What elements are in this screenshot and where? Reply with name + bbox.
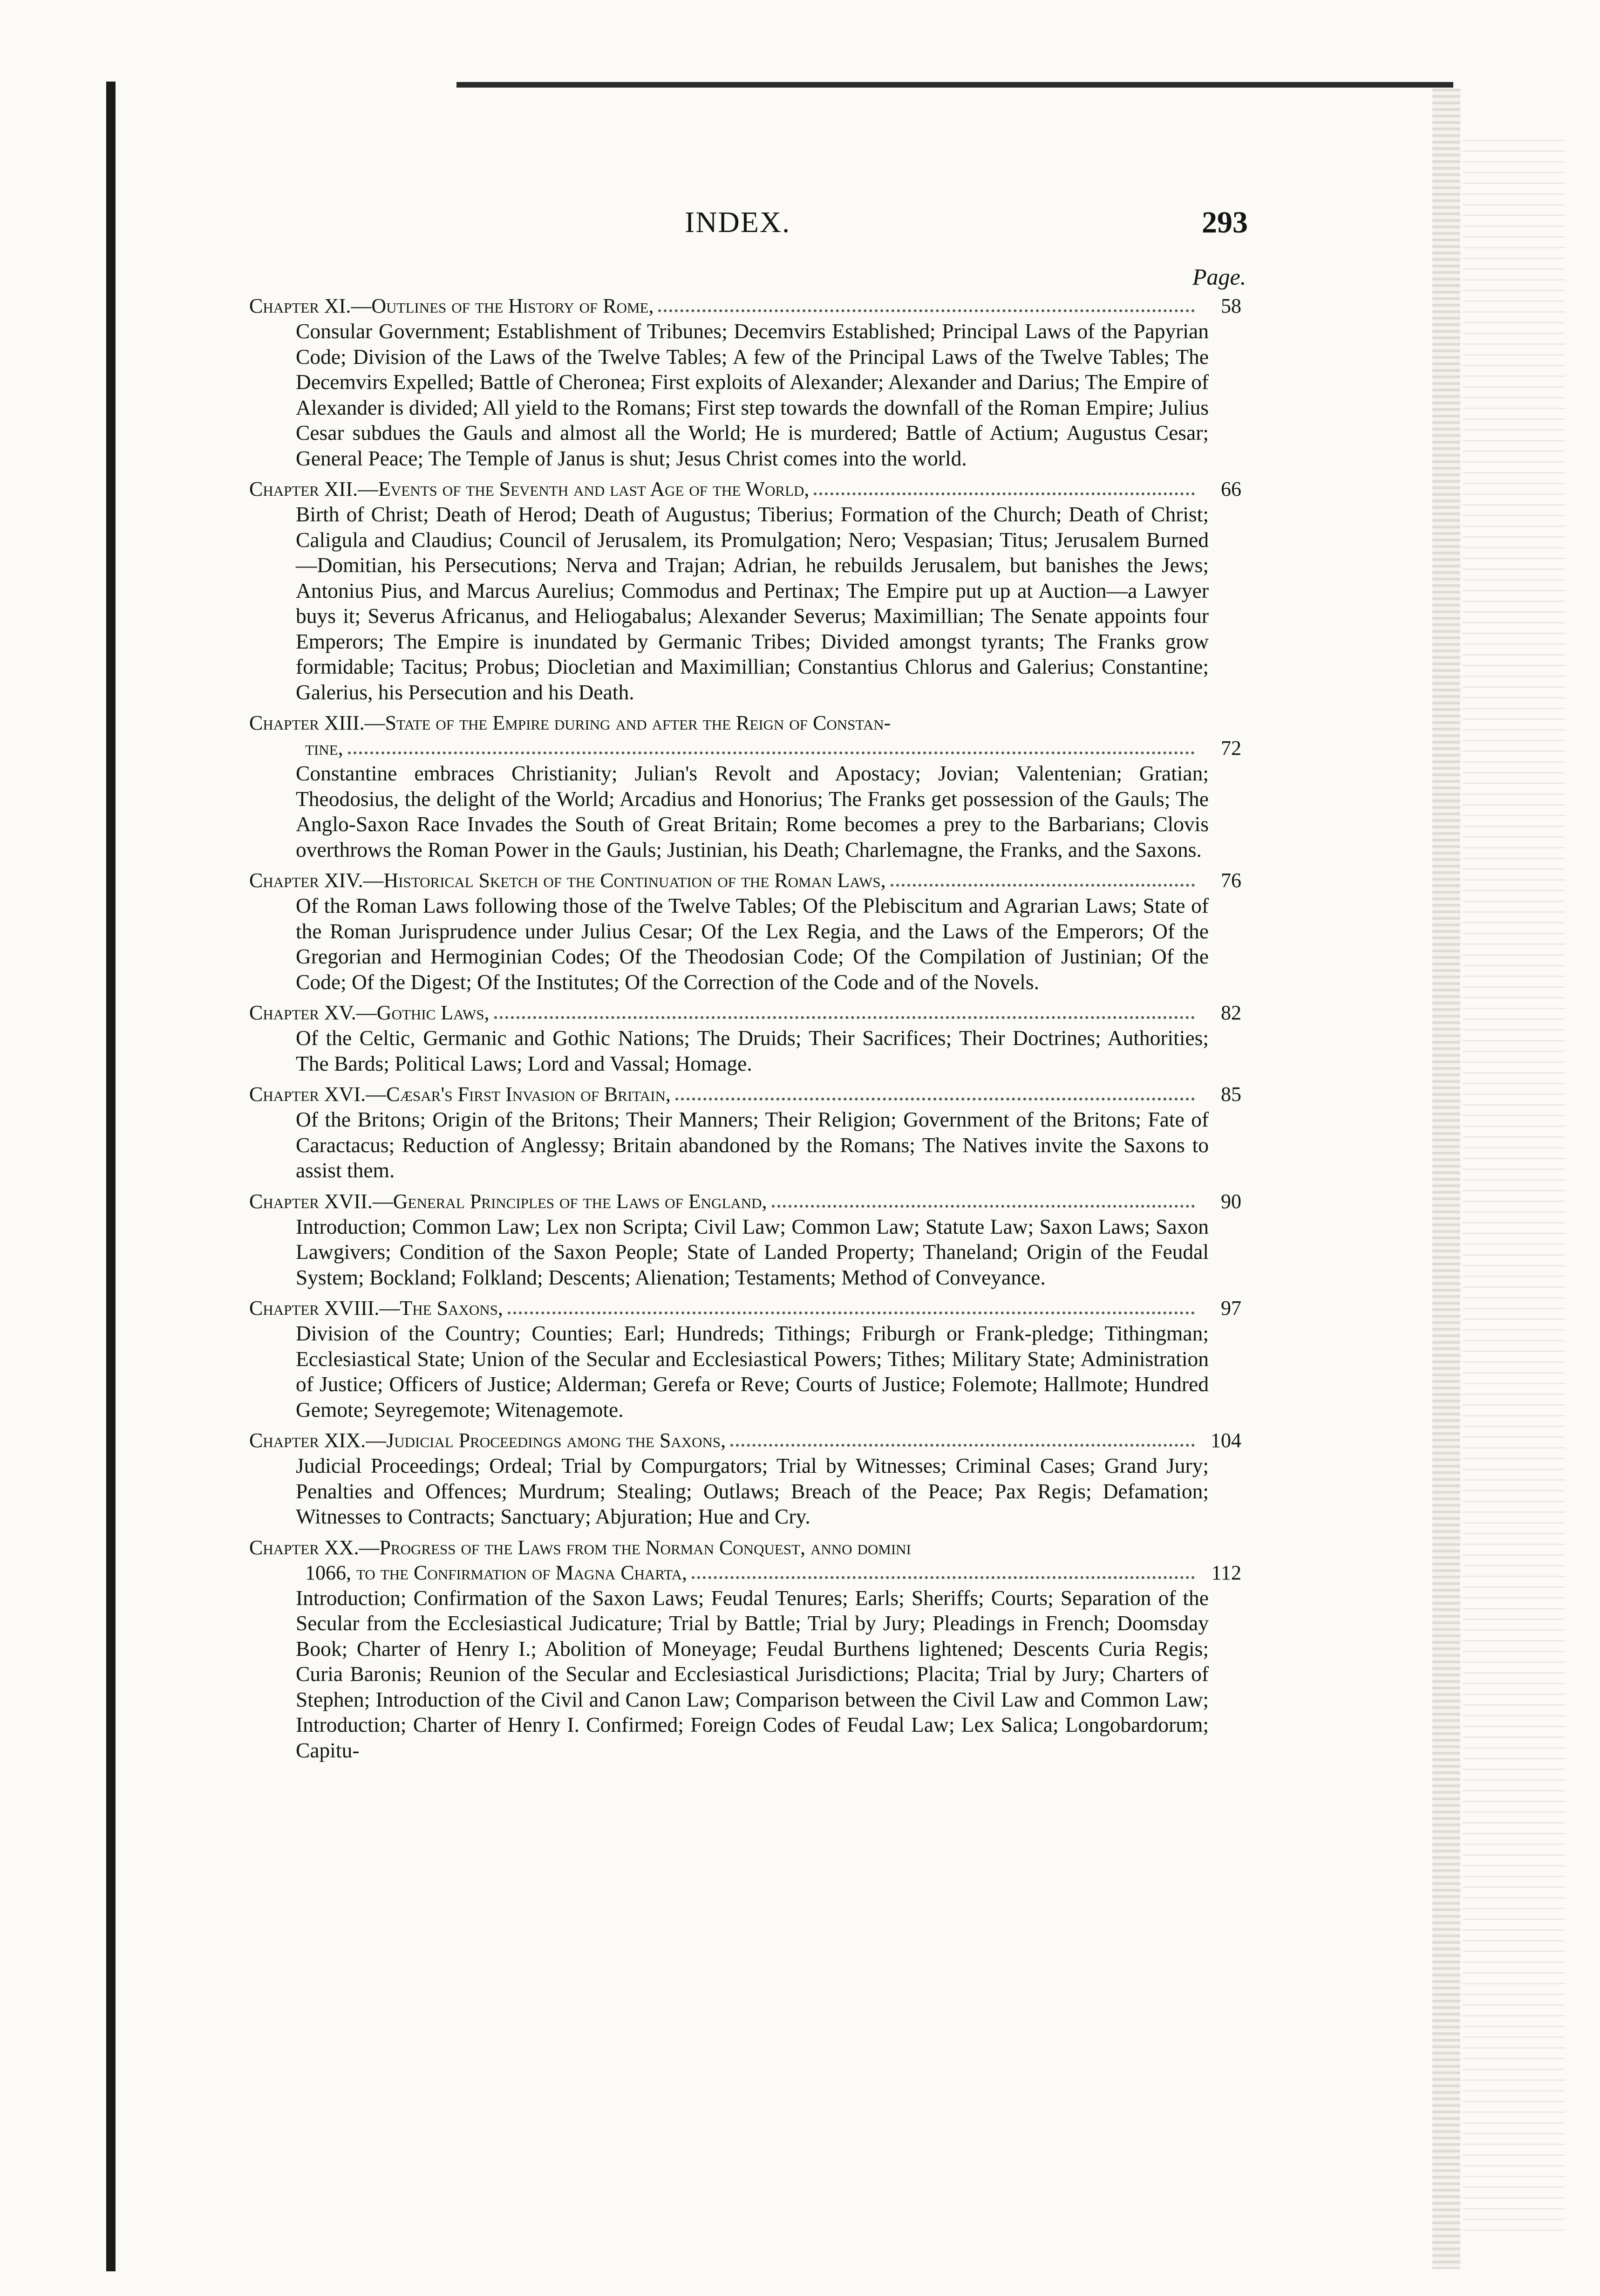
entry-heading: Chapter XIV.—Historical Sketch of the Continuation of the Roman Laws, — [249, 869, 886, 892]
page-number: 293 — [1202, 205, 1248, 239]
entry-heading-row — [249, 477, 1241, 502]
entry-heading-continuation: 1066, to the Confirmation of Magna Charta, — [305, 1561, 688, 1584]
index-entry — [249, 711, 1241, 862]
entry-heading: Chapter XVI.—Cæsar's First Invasion of Britain, — [249, 1083, 671, 1106]
entry-summary: Of the Celtic, Germanic and Gothic Nations; The Druids; Their Sacrifices; Their Doctrines; Authorities; The Bards; Political Laws; Lord and Vassal; Homage. — [296, 1026, 1209, 1075]
dot-leader — [348, 752, 1195, 754]
dot-leader — [508, 1312, 1195, 1314]
entry-page: 82 — [1221, 1001, 1241, 1024]
top-page-rule — [456, 82, 1453, 88]
entry-heading: Chapter XI.—Outlines of the History of Rome, — [249, 294, 654, 317]
index-entry — [249, 1189, 1241, 1291]
page-header — [0, 205, 1600, 247]
index-entry — [249, 1296, 1241, 1422]
entry-summary: Introduction; Common Law; Lex non Scripta; Civil Law; Common Law; Statute Law; Saxon Laws; Saxon Lawgivers; Condition of the Saxon People; State of Landed Property; Thaneland; Origin of the Feudal System; Bockland; Folkland; Descents; Alienation; Testaments; Method of Conveyance. — [296, 1214, 1209, 1289]
entry-summary: Division of the Country; Counties; Earl; Hundreds; Tithings; Friburgh or Frank-pledge; Tithingman; Ecclesiastical State; Union of the Secular and Ecclesiastical Powers; Tithes; Military State; Administration of Justice; Officers of Justice; Alderman; Gerefa or Reve; Courts of Justice; Folemote; Hallmote; Hundred Gemote; Seyregemote; Witenagemote. — [296, 1321, 1209, 1421]
entry-page: 104 — [1211, 1429, 1241, 1452]
dot-leader — [658, 309, 1195, 312]
entry-summary: Constantine embraces Christianity; Julian's Revolt and Apostacy; Jovian; Valentenian; Gratian; Theodosius, the delight of the World; Arcadius and Honorius; The Franks get possession of the Gauls; The Anglo-Saxon Race Invades the South of Great Britain; Rome becomes a prey to the Barbarians; Clovis overthrows the Roman Power in the Gauls; Justinian, his Death; Charlemagne, the Franks, and the Saxons. — [296, 761, 1209, 861]
index-entry — [249, 1082, 1241, 1183]
entry-summary: Judicial Proceedings; Ordeal; Trial by Compurgators; Trial by Witnesses; Criminal Cases; Grand Jury; Penalties and Offences; Murdrum; Stealing; Outlaws; Breach of the Peace; Pax Regis; Defamation; Witnesses to Contracts; Sanctuary; Abjuration; Hue and Cry. — [296, 1454, 1209, 1528]
index-entry — [249, 1428, 1241, 1530]
dot-leader — [814, 492, 1195, 495]
dot-leader — [675, 1098, 1195, 1100]
dot-leader — [772, 1205, 1195, 1208]
dot-leader — [692, 1576, 1195, 1579]
entry-summary: Birth of Christ; Death of Herod; Death of Augustus; Tiberius; Formation of the Church; Death of Christ; Caligula and Claudius; Council of Jerusalem, its Promulgation; Nero; Vespasian; Titus; Jerusalem Burned—Domitian, his Persecutions; Nerva and Trajan; Adrian, he rebuilds Jerusalem, but banishes the Jews; Antonius Pius, and Marcus Aurelius; Commodus and Pertinax; The Empire put up at Auction—a Lawyer buys it; Severus Africanus, and Heliogabalus; Alexander Severus; Maximillian; The Senate appoints four Emperors; The Empire is inundated by Germanic Tribes; Divided amongst tyrants; The Franks grow formidable; Tacitus; Probus; Diocletian and Maximillian; Constantius Chlorus and Galerius; Constantine; Galerius, his Persecution and his Death. — [296, 502, 1209, 704]
entry-heading-row — [249, 711, 1241, 736]
entry-page: 85 — [1221, 1083, 1241, 1106]
entry-heading-row — [249, 1428, 1241, 1453]
entry-page: 90 — [1221, 1189, 1241, 1213]
entry-page: 66 — [1221, 478, 1241, 500]
entry-heading-row — [249, 1296, 1241, 1321]
entry-heading-continuation: tine, — [305, 737, 343, 759]
binding-edge — [106, 82, 116, 2271]
entry-heading: Chapter XII.—Events of the Seventh and last Age of the World, — [249, 478, 810, 500]
entry-heading: Chapter XV.—Gothic Laws, — [249, 1001, 490, 1024]
index-entry — [249, 1000, 1241, 1076]
entry-heading: Chapter XVII.—General Principles of the Laws of England, — [249, 1189, 767, 1213]
entry-summary: Of the Roman Laws following those of the Twelve Tables; Of the Plebiscitum and Agrarian Laws; State of the Roman Jurisprudence under Julius Cesar; Of the Lex Regia, and the Laws of the Emperors; Of the Gregorian and Hermoginian Codes; Of the Theodosian Code; Of the Compilation of Justinian; Of the Code; Of the Digest; Of the Institutes; Of the Correction of the Code and of the Novels. — [296, 894, 1209, 994]
entry-heading: Chapter XIX.—Judicial Proceedings among the Saxons, — [249, 1429, 726, 1452]
index-list — [249, 294, 1241, 1769]
scan-noise — [1463, 140, 1565, 2236]
entry-heading-continuation-row — [249, 736, 1241, 761]
entry-page: 112 — [1211, 1561, 1241, 1584]
index-entry — [249, 1535, 1241, 1763]
entry-heading: Chapter XIII.—State of the Empire during and after the Reign of Constan- — [249, 711, 891, 734]
entry-heading-row — [249, 1000, 1241, 1025]
entry-page: 58 — [1221, 294, 1241, 317]
entry-heading-row — [249, 1535, 1241, 1560]
entry-page: 72 — [1221, 737, 1241, 759]
entry-summary: Consular Government; Establishment of Tribunes; Decemvirs Established; Principal Laws of the Papyrian Code; Division of the Laws of the Twelve Tables; A few of the Principal Laws of the Twelve Tables; The Decemvirs Expelled; Battle of Cheronea; First exploits of Alexander; Alexander and Darius; The Empire of Alexander is divided; All yield to the Romans; First step towards the downfall of the Roman Empire; Julius Cesar subdues the Gauls and almost all the World; He is murdered; Battle of Actium; Augustus Cesar; General Peace; The Temple of Janus is shut; Jesus Christ comes into the world. — [296, 319, 1209, 470]
running-title: INDEX. — [685, 205, 791, 239]
entry-heading-row — [249, 294, 1241, 319]
index-entry — [249, 477, 1241, 705]
entry-heading: Chapter XX.—Progress of the Laws from the Norman Conquest, anno domini — [249, 1536, 911, 1559]
entry-heading-continuation-row — [249, 1560, 1241, 1585]
entry-heading: Chapter XVIII.—The Saxons, — [249, 1297, 503, 1319]
entry-summary: Introduction; Confirmation of the Saxon Laws; Feudal Tenures; Earls; Sheriffs; Courts; Separation of the Secular from the Ecclesiastical Judicature; Trial by Battle; Trial by Jury; Pleadings in French; Doomsday Book; Charter of Henry I.; Abolition of Moneyage; Feudal Burthens lightened; Descents Curia Regis; Curia Baronis; Reunion of the Secular and Ecclesiastical Jurisdictions; Placita; Trial by Jury; Charters of Stephen; Introduction of the Civil and Canon Law; Comparison between the Civil Law and Common Law; Introduction; Charter of Henry I. Confirmed; Foreign Codes of Feudal Law; Lex Salica; Longobardorum; Capitu- — [296, 1585, 1209, 1762]
entry-heading-row — [249, 1082, 1241, 1107]
page-column-label: Page. — [1192, 264, 1246, 290]
entry-page: 97 — [1221, 1297, 1241, 1319]
entry-summary: Of the Britons; Origin of the Britons; Their Manners; Their Religion; Government of the Britons; Fate of Caractacus; Reduction of Anglessy; Britain abandoned by the Romans; The Natives invite the Saxons to assist them. — [296, 1107, 1209, 1182]
dot-leader — [891, 884, 1195, 887]
dot-leader — [730, 1444, 1195, 1447]
entry-page: 76 — [1221, 869, 1241, 892]
index-entry — [249, 868, 1241, 995]
page-right-edge — [1432, 89, 1460, 2269]
index-entry — [249, 294, 1241, 471]
entry-heading-row — [249, 868, 1241, 893]
dot-leader — [494, 1016, 1195, 1019]
entry-heading-row — [249, 1189, 1241, 1214]
